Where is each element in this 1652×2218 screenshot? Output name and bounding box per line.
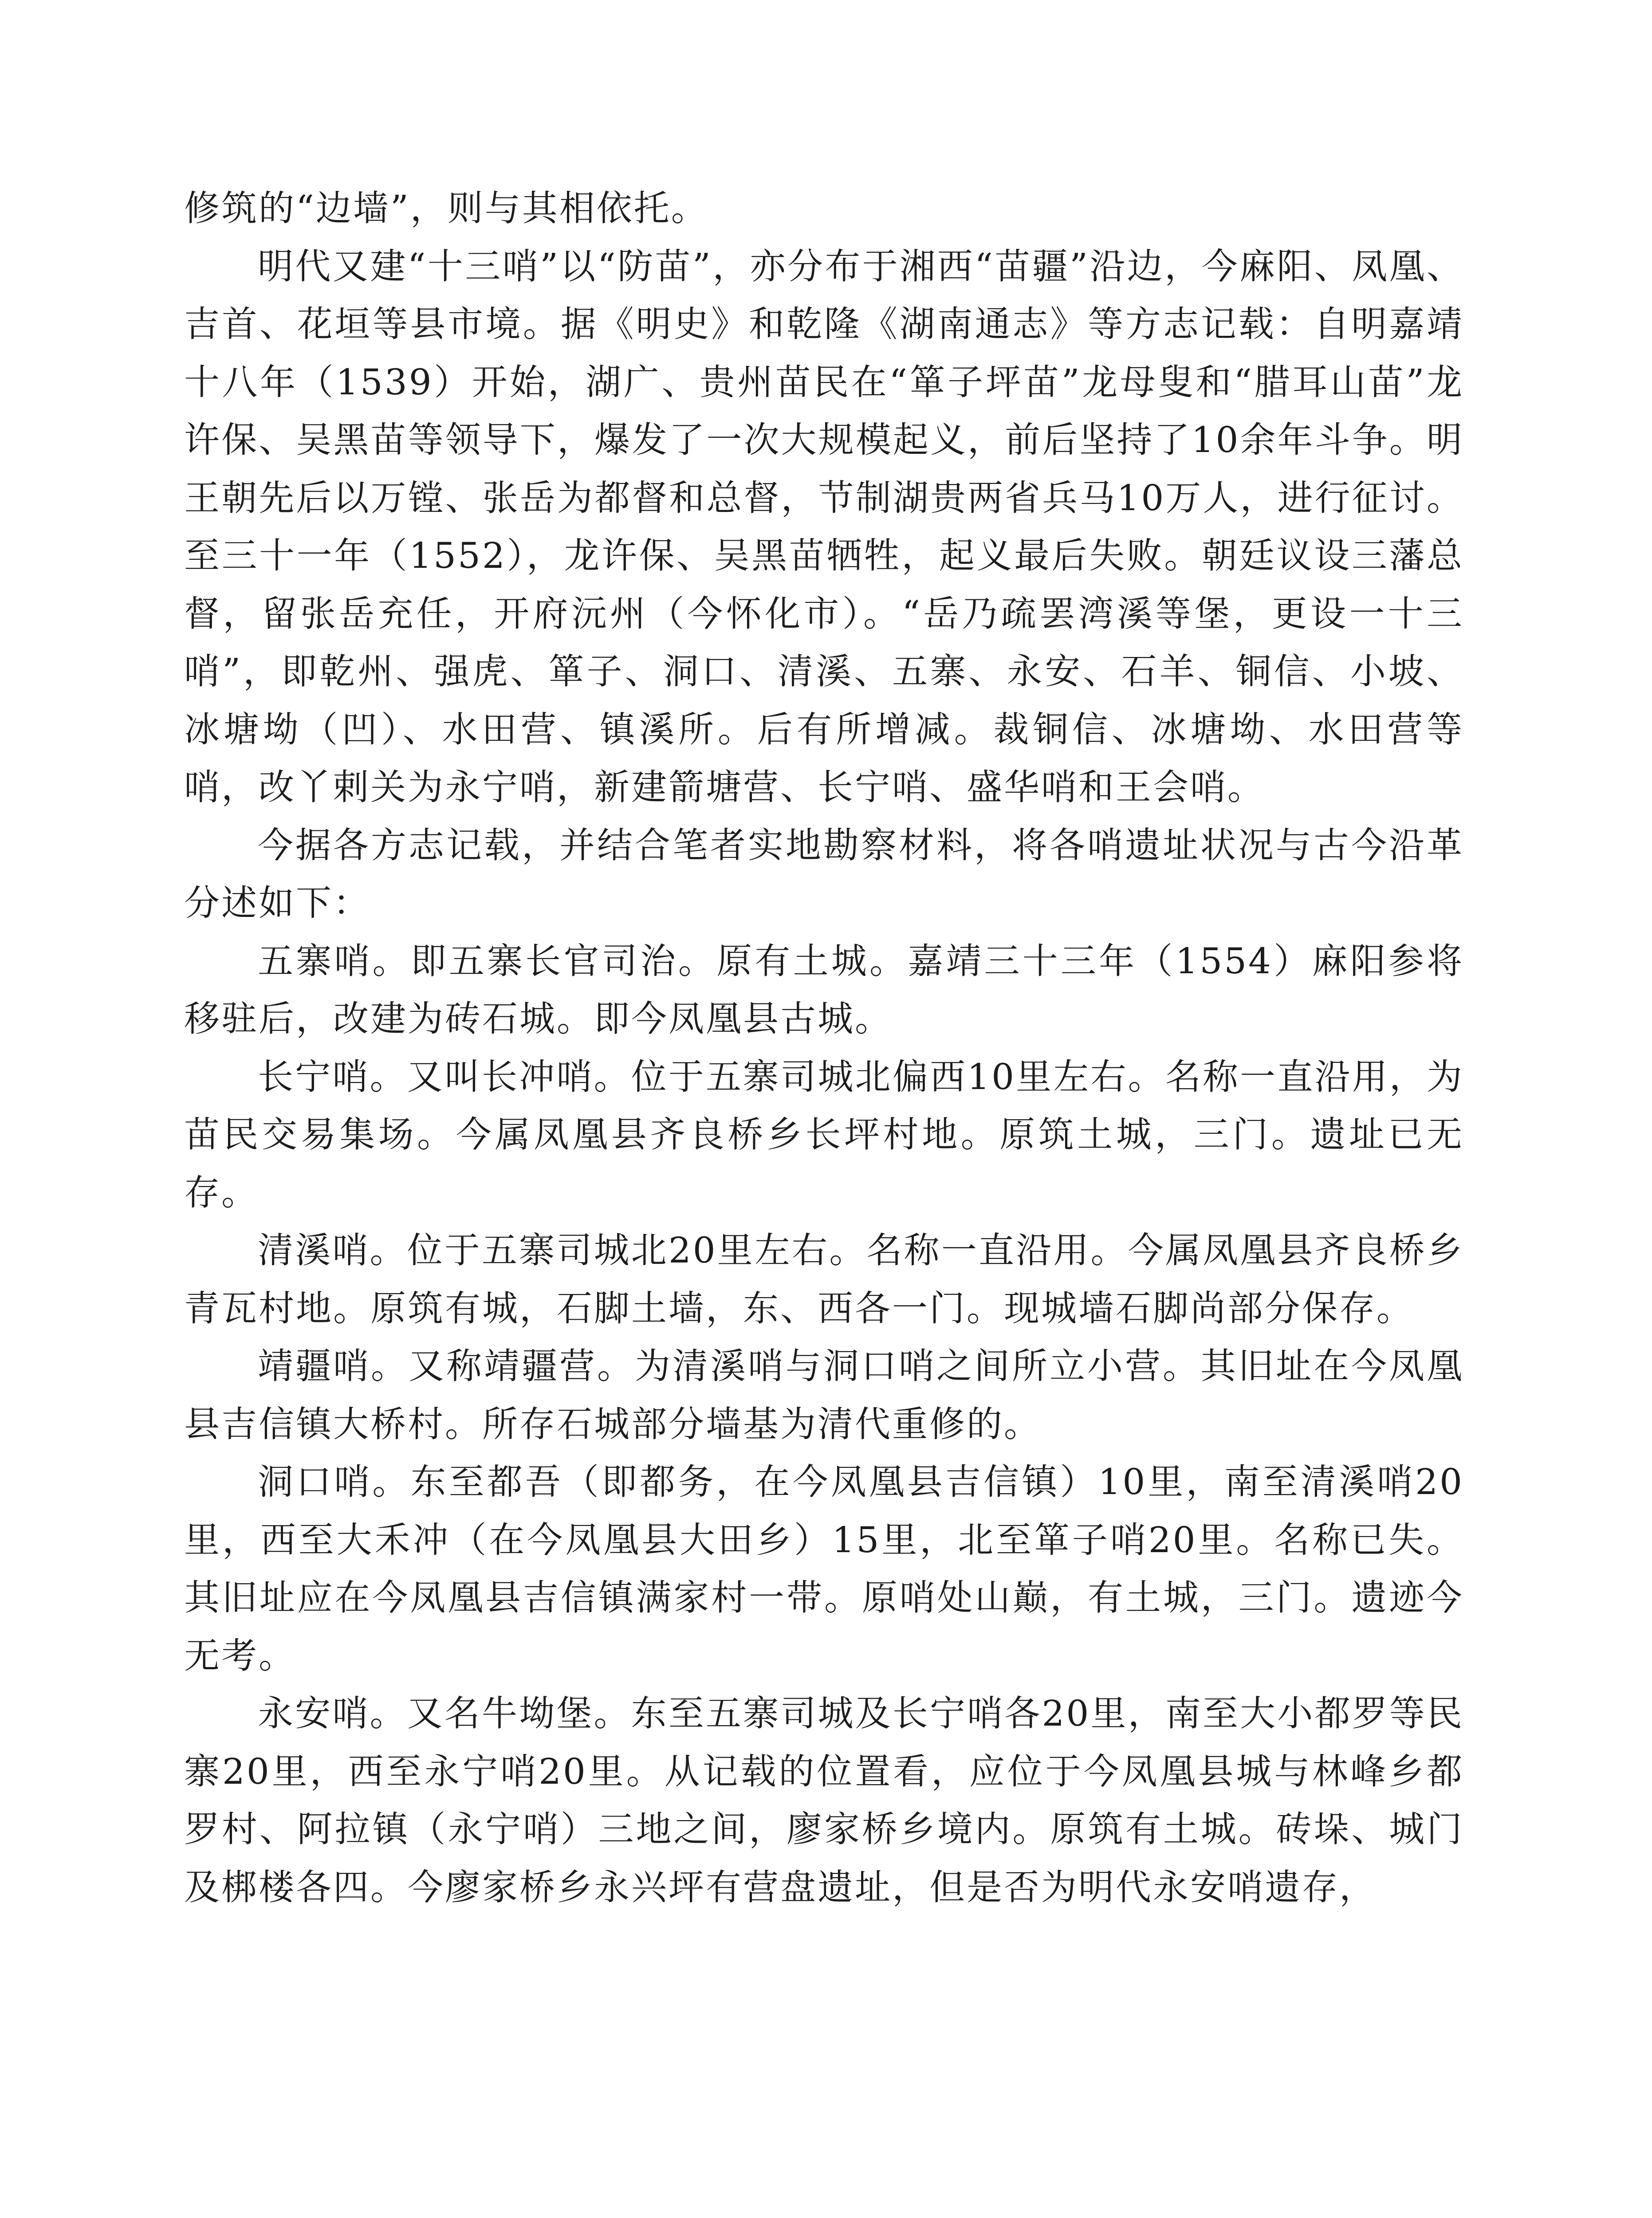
page-body [184,180,1464,1916]
paragraph-jingjiang-post: 靖疆哨。又称靖疆营。为清溪哨与洞口哨之间所立小营。其旧址在今凤凰县吉信镇大桥村。所存石城部分墙基为清代重修的。 [184,1345,1464,1445]
paragraph-dongkou-post: 洞口哨。东至都吾（即都务，在今凤凰县吉信镇）10里，南至清溪哨20里，西至大禾冲（在今凤凰县大田乡）15里，北至箪子哨20里。名称已失。其旧址应在今凤凰县吉信镇满家村一带。原哨处山巅，有土城，三门。遗迹今无考。 [184,1461,1464,1676]
paragraph-wuzhai-post: 五寨哨。即五寨长官司治。原有土城。嘉靖三十三年（1554）麻阳参将移驻后，改建为砖石城。即今凤凰县古城。 [184,940,1464,1039]
paragraph-yongan-post: 永安哨。又名牛坳堡。东至五寨司城及长宁哨各20里，南至大小都罗等民寨20里，西至永宁哨20里。从记载的位置看，应位于今凤凰县城与林峰乡都罗村、阿拉镇（永宁哨）三地之间，廖家桥乡境内。原筑有土城。砖垛、城门及梆楼各四。今廖家桥乡永兴坪有营盘遗址，但是否为明代永安哨遗存， [184,1693,1464,1908]
paragraph-thirteen-posts: 明代又建“十三哨”以“防苗”，亦分布于湘西“苗疆”沿边，今麻阳、凤凰、吉首、花垣等县市境。据《明史》和乾隆《湖南通志》等方志记载：自明嘉靖十八年（1539）开始，湖广、贵州苗民在“箪子坪苗”龙母叟和“腊耳山苗”龙许保、吴黑苗等领导下，爆发了一次大规模起义，前后坚持了10余年斗争。明王朝先后以万镗、张岳为都督和总督，节制湖贵两省兵马10万人，进行征讨。至三十一年（1552），龙许保、吴黑苗牺牲，起义最后失败。朝廷议设三藩总督，留张岳充任，开府沅州（今怀化市）。“岳乃疏罢湾溪等堡，更设一十三哨”，即乾州、强虎、箪子、洞口、清溪、五寨、永安、石羊、铜信、小坡、冰塘坳（凹）、水田营、镇溪所。后有所增减。裁铜信、冰塘坳、水田营等哨，改丫剌关为永宁哨，新建箭塘营、长宁哨、盛华哨和王会哨。 [184,245,1464,808]
paragraph-qingxi-post: 清溪哨。位于五寨司城北20里左右。名称一直沿用。今属凤凰县齐良桥乡青瓦村地。原筑有城，石脚土墙，东、西各一门。现城墙石脚尚部分保存。 [184,1230,1464,1329]
paragraph-survey-intro: 今据各方志记载，并结合笔者实地勘察材料，将各哨遗址状况与古今沿革分述如下： [184,824,1464,924]
paragraph-continuation: 修筑的“边墙”，则与其相依托。 [184,188,708,229]
paragraph-changning-post: 长宁哨。又叫长冲哨。位于五寨司城北偏西10里左右。名称一直沿用，为苗民交易集场。今属凤凰县齐良桥乡长坪村地。原筑土城，三门。遗址已无存。 [184,1056,1464,1213]
